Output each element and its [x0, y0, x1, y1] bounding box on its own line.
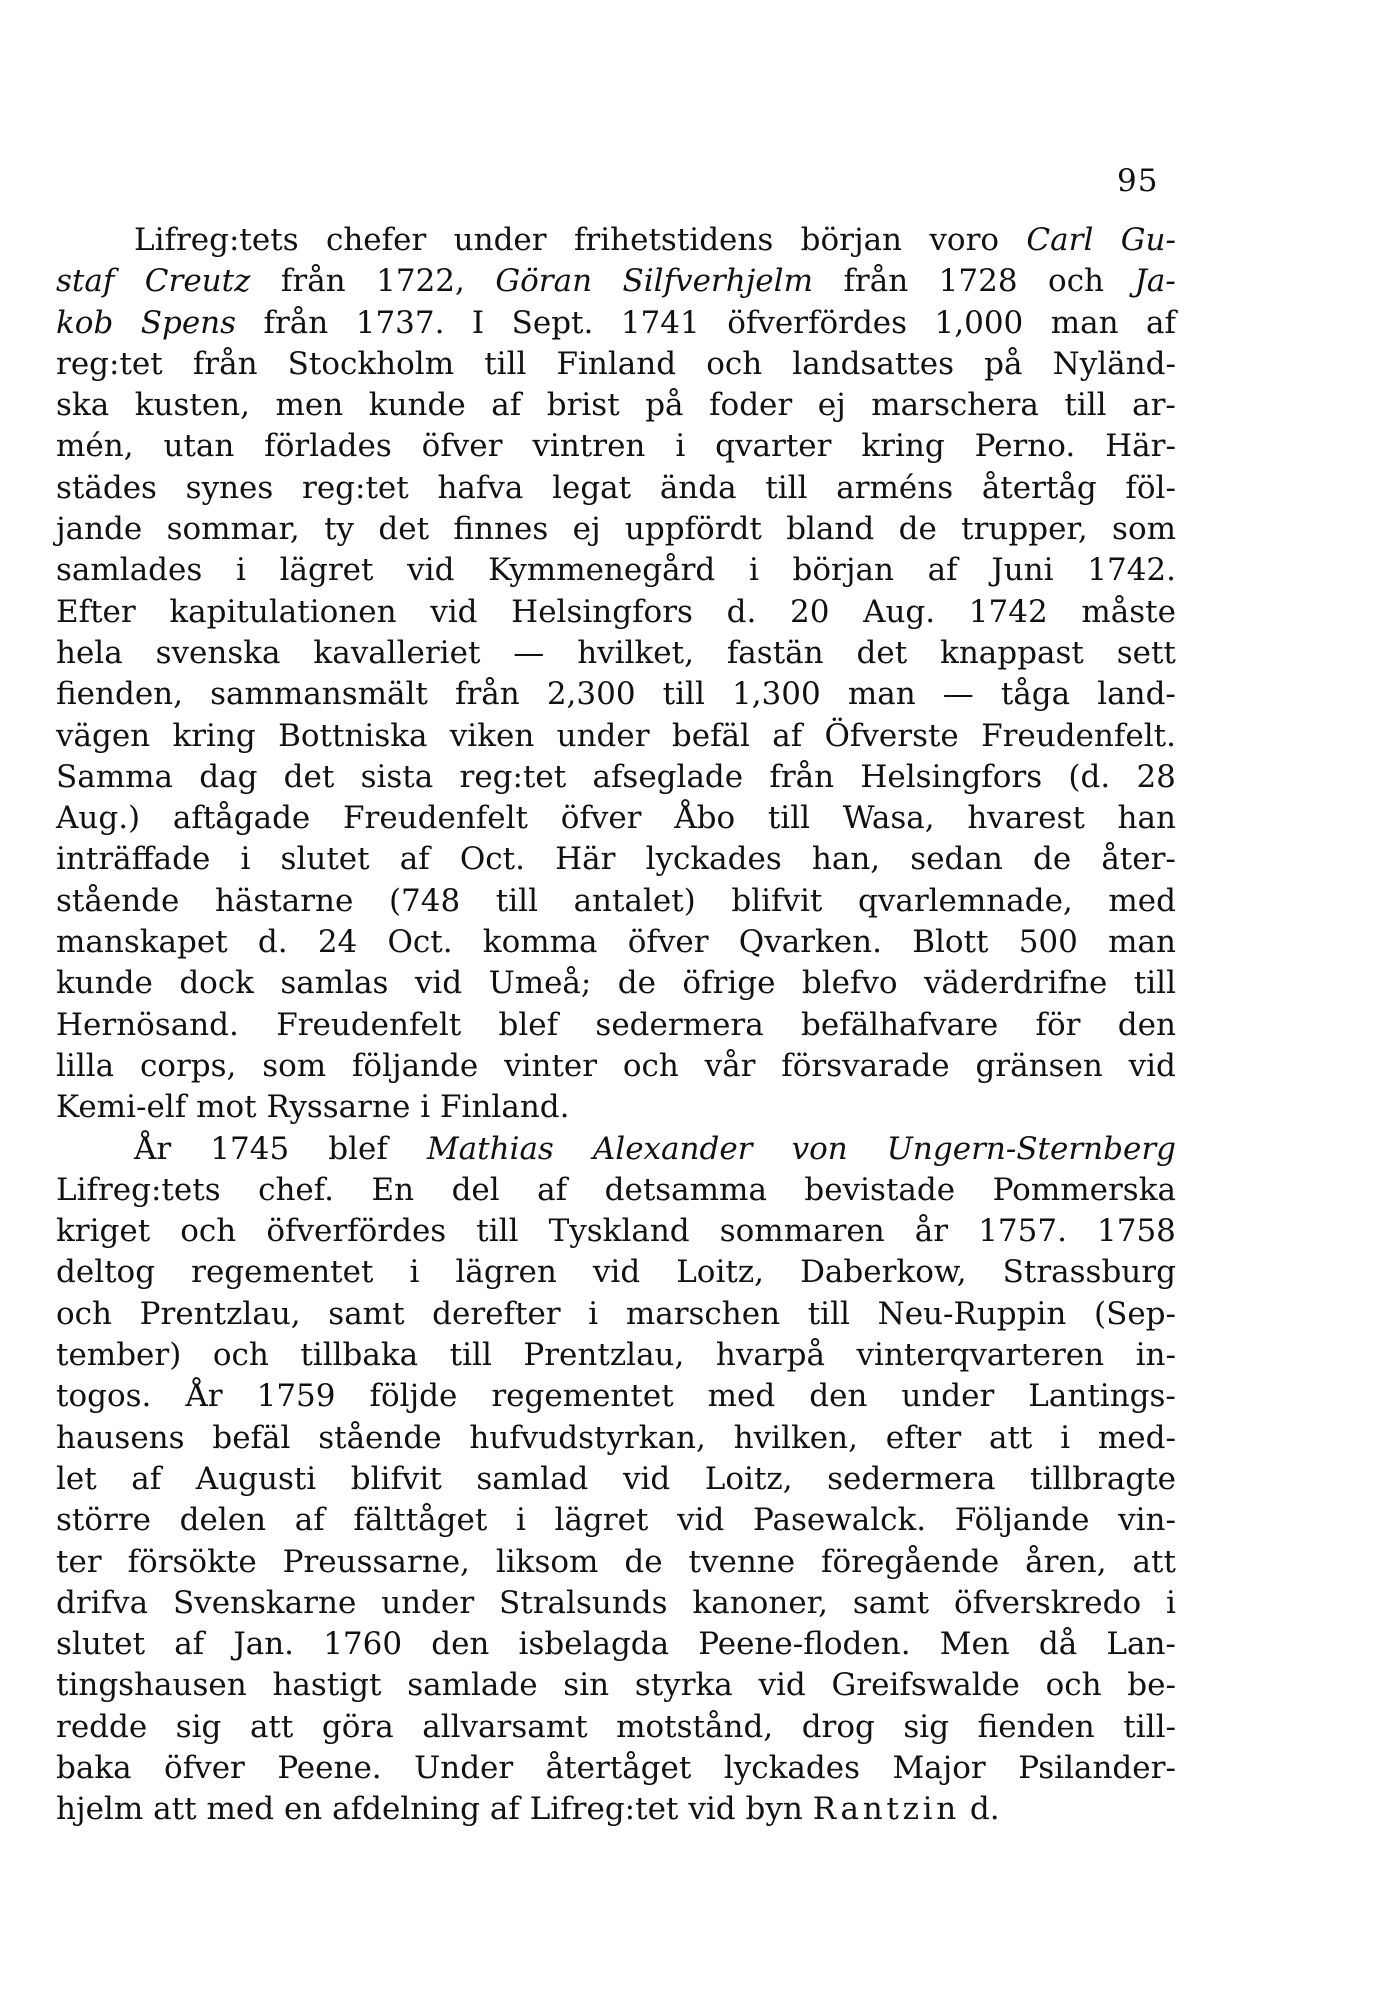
text-line: och Prentzlau, samt derefter i marschen till Neu-Ruppin (Sep- [56, 1295, 1176, 1332]
text-line: Aug.) aftågade Freudenfelt öfver Åbo till Wasa, hvarest han [56, 800, 1176, 837]
text-line: städes synes reg:tet hafva legat ända till arméns återtåg föl- [56, 469, 1176, 506]
text-line: Lifreg:tets chef. En del af detsamma bevistade Pommerska [56, 1171, 1176, 1208]
text-line: hjelm att med en afdelning af Lifreg:tet vid byn Rantzin d. [56, 1791, 1000, 1828]
text-line: Hernösand. Freudenfelt blef sedermera befälhafvare för den [56, 1006, 1176, 1043]
text-line: Kemi-elf mot Ryssarne i Finland. [56, 1089, 570, 1126]
text-line: manskapet d. 24 Oct. komma öfver Qvarken. Blott 500 man [56, 924, 1176, 961]
text-line: kriget och öfverfördes till Tyskland sommaren år 1757. 1758 [56, 1213, 1176, 1250]
text-line: Efter kapitulationen vid Helsingfors d. 20 Aug. 1742 måste [56, 593, 1176, 630]
text-line: större delen af fälttåget i lägret vid Pasewalck. Följande vin- [56, 1502, 1176, 1539]
text-line: tember) och tillbaka till Prentzlau, hvarpå vinterqvarteren in- [56, 1337, 1176, 1374]
text-line: drifva Svenskarne under Stralsunds kanoner, samt öfverskredo i [56, 1584, 1176, 1621]
text-line: Samma dag det sista reg:tet afseglade från Helsingfors (d. 28 [56, 758, 1176, 795]
text-line: kunde dock samlas vid Umeå; de öfrige blefvo väderdrifne till [56, 965, 1176, 1002]
text-line: baka öfver Peene. Under återtåget lyckades Major Psilander- [56, 1749, 1176, 1786]
text-line: jande sommar, ty det finnes ej uppfördt bland de trupper, som [56, 511, 1176, 548]
text-line: let af Augusti blifvit samlad vid Loitz, sedermera tillbragte [56, 1460, 1176, 1497]
text-line: slutet af Jan. 1760 den isbelagda Peene-floden. Men då Lan- [56, 1626, 1176, 1663]
text-line: tingshausen hastigt samlade sin styrka vid Greifswalde och be- [56, 1667, 1176, 1704]
text-line: togos. År 1759 följde regementet med den under Lantings- [56, 1378, 1176, 1415]
text-line: hausens befäl stående hufvudstyrkan, hvilken, efter att i med- [56, 1419, 1176, 1456]
text-line: vägen kring Bottniska viken under befäl af Öfverste Freudenfelt. [56, 717, 1176, 754]
text-line: Lifreg:tets chefer under frihetstidens början voro Carl Gu- [134, 222, 1176, 258]
text-line: samlades i lägret vid Kymmenegård i början af Juni 1742. [56, 552, 1176, 589]
text-line: ska kusten, men kunde af brist på foder ej marschera till ar- [56, 387, 1176, 424]
text-line: deltog regementet i lägren vid Loitz, Daberkow, Strassburg [56, 1254, 1176, 1291]
text-line: mén, utan förlades öfver vintren i qvarter kring Perno. Här- [56, 428, 1176, 465]
text-line: redde sig att göra allvarsamt motstånd, drog sig fienden till- [56, 1708, 1176, 1745]
page-number: 95 [1117, 163, 1159, 199]
text-line: inträffade i slutet af Oct. Här lyckades han, sedan de åter- [56, 841, 1176, 878]
text-line: fienden, sammansmält från 2,300 till 1,300 man — tåga land- [56, 676, 1176, 713]
text-line: lilla corps, som följande vinter och vår försvarade gränsen vid [56, 1047, 1176, 1084]
text-line: staf Creutz från 1722, Göran Silfverhjelm från 1728 och Ja- [56, 263, 1176, 300]
text-line: hela svenska kavalleriet — hvilket, fastän det knappast sett [56, 634, 1176, 671]
text-body [56, 220, 1176, 1831]
text-line: stående hästarne (748 till antalet) blifvit qvarlemnade, med [56, 882, 1176, 919]
text-line: ter försökte Preussarne, liksom de tvenne föregående åren, att [56, 1543, 1176, 1580]
text-line: År 1745 blef Mathias Alexander von Ungern-Sternberg [134, 1130, 1176, 1167]
text-line: kob Spens från 1737. I Sept. 1741 öfverfördes 1,000 man af [56, 304, 1176, 341]
text-line: reg:tet från Stockholm till Finland och landsattes på Nyländ- [56, 345, 1176, 382]
